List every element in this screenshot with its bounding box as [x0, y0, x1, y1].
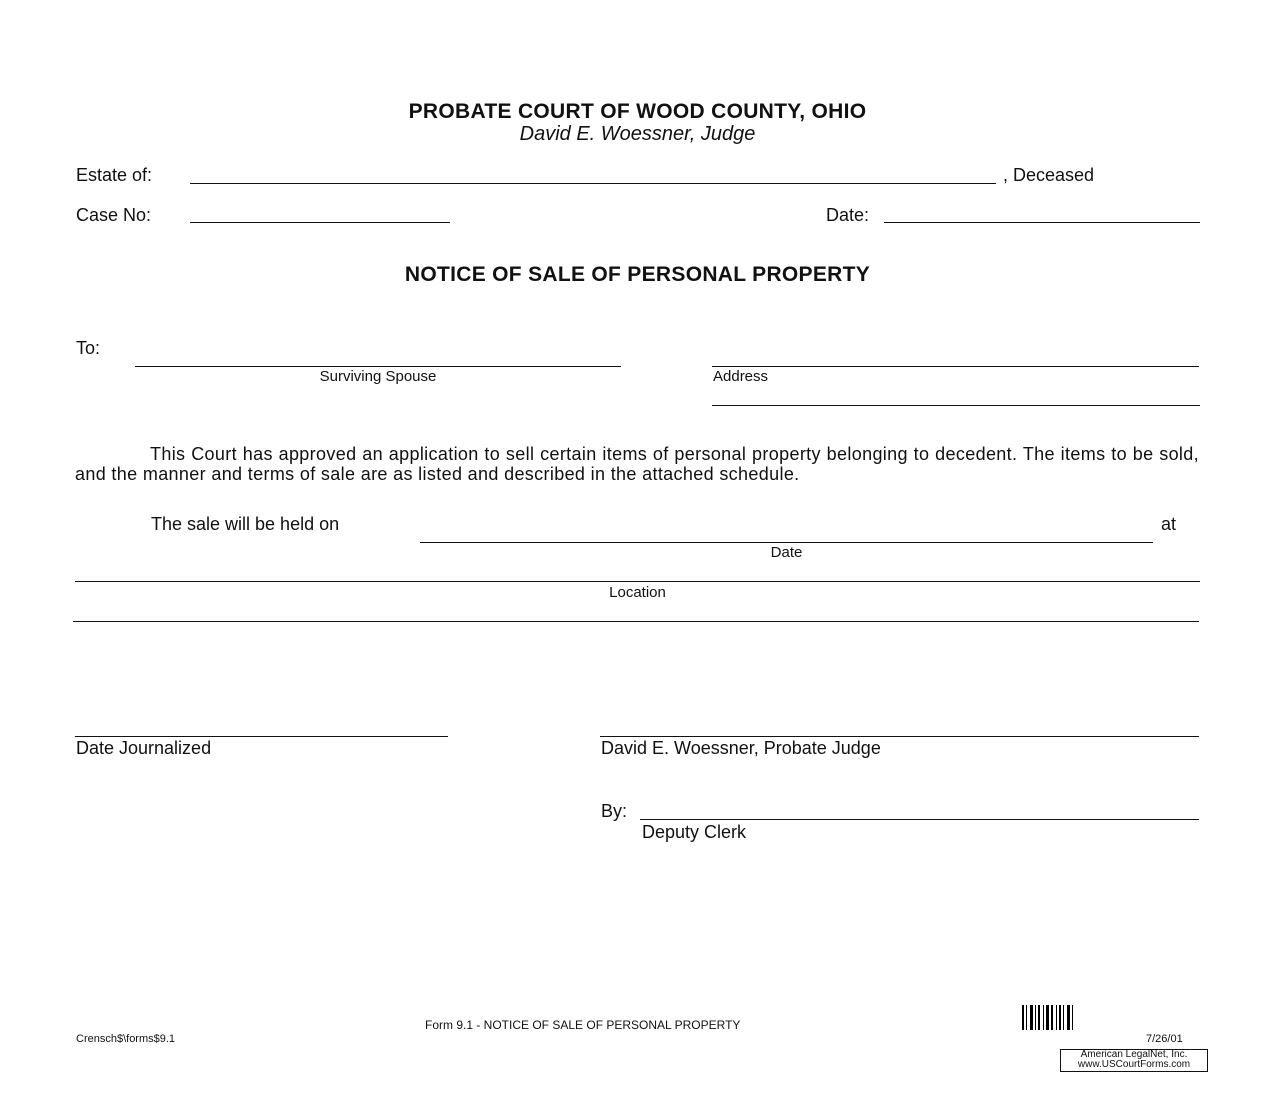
surviving-spouse-field[interactable] — [135, 366, 621, 367]
deputy-clerk-signature-field[interactable] — [640, 819, 1199, 820]
deputy-clerk-label: Deputy Clerk — [642, 822, 747, 842]
approval-paragraph: This Court has approved an application to sell certain items of personal property belonging to decedent. The items to be sold, and the manner and terms of sale are as listed and described in the attached schedule. — [75, 444, 1199, 484]
estate-field[interactable] — [190, 183, 996, 184]
address-caption: Address — [713, 368, 769, 385]
date-field[interactable] — [884, 222, 1200, 223]
case-number-label: Case No: — [76, 205, 152, 225]
file-path: Crensch$\forms$9.1 — [76, 1033, 176, 1045]
date-label: Date: — [826, 205, 870, 225]
location-field-1[interactable] — [75, 581, 1200, 582]
publisher-website: www.USCourtForms.com — [1077, 1059, 1191, 1070]
judge-signature-label: David E. Woessner, Probate Judge — [601, 738, 881, 758]
location-caption: Location — [609, 584, 666, 601]
court-title: PROBATE COURT OF WOOD COUNTY, OHIO — [408, 100, 867, 123]
date-journalized-label: Date Journalized — [76, 738, 212, 758]
publisher-stamp — [1060, 1049, 1208, 1072]
sale-date-caption: Date — [770, 544, 803, 561]
form-title: NOTICE OF SALE OF PERSONAL PROPERTY — [404, 263, 871, 286]
estate-label: Estate of: — [76, 165, 153, 185]
sale-date-field[interactable] — [420, 542, 1153, 543]
barcode-icon — [1022, 1005, 1080, 1030]
deceased-label: , Deceased — [1003, 165, 1095, 185]
judge-subtitle: David E. Woessner, Judge — [519, 123, 756, 145]
form-footer-name: Form 9.1 - NOTICE OF SALE OF PERSONAL PROPERTY — [425, 1018, 741, 1032]
address-line-2[interactable] — [712, 405, 1200, 406]
to-label: To: — [76, 338, 101, 358]
address-line-1[interactable] — [712, 366, 1199, 367]
case-number-field[interactable] — [190, 222, 450, 223]
sale-held-text: The sale will be held on — [151, 514, 340, 534]
at-text: at — [1161, 514, 1177, 534]
by-label: By: — [601, 801, 628, 821]
revision-date: 7/26/01 — [1146, 1033, 1183, 1045]
judge-signature-field[interactable] — [600, 736, 1199, 737]
publisher-name: American LegalNet, Inc. — [1080, 1049, 1188, 1060]
surviving-spouse-caption: Surviving Spouse — [319, 368, 437, 385]
date-journalized-field[interactable] — [75, 736, 448, 737]
location-field-2[interactable] — [73, 621, 1199, 622]
